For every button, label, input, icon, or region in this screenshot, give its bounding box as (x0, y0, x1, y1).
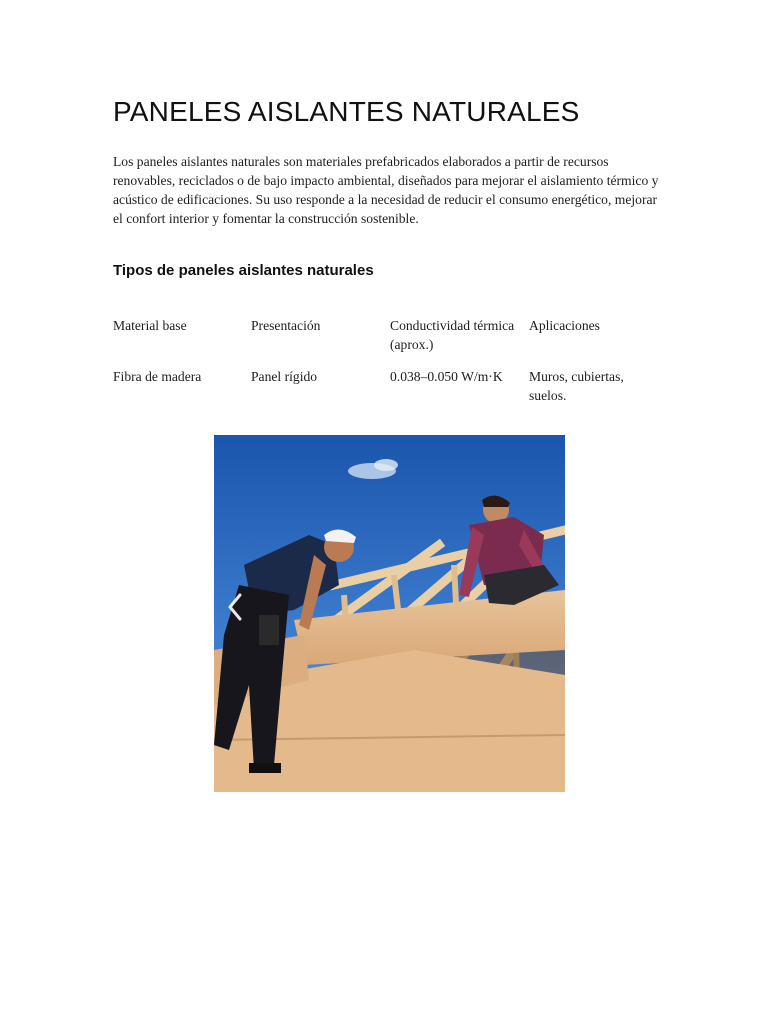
cell-applications: Muros, cubiertas, suelos. (529, 369, 624, 403)
chevron-left-icon (226, 592, 244, 622)
roof-construction-photo (214, 435, 565, 792)
table-row (113, 367, 639, 405)
table-header-row (113, 316, 639, 367)
column-header-applications: Aplicaciones (529, 318, 600, 333)
page-title: PANELES AISLANTES NATURALES (113, 96, 580, 127)
intro-paragraph: Los paneles aislantes naturales son materiales prefabricados elaborados a partir de recursos renovables, reciclados o de bajo impacto ambiental, diseñados para mejorar el aislamiento térmico y acústico de edificaciones. Su uso responde a la necesidad de reducir el consumo energético, mejorar el confort interior y fomentar la construcción sostenible. (113, 154, 659, 226)
materials-table (113, 316, 639, 405)
column-header-material: Material base (113, 318, 187, 333)
cell-material: Fibra de madera (113, 369, 202, 384)
photo-illustration (214, 435, 565, 792)
carousel-prev-button[interactable] (222, 588, 248, 626)
section-title: Tipos de paneles aislantes naturales (113, 262, 374, 279)
column-header-presentation: Presentación (251, 318, 321, 333)
cell-conductivity: 0.038–0.050 W/m·K (390, 369, 503, 384)
cell-presentation: Panel rígido (251, 369, 318, 384)
column-header-conductivity: Conductividad térmica (aprox.) (390, 318, 515, 352)
